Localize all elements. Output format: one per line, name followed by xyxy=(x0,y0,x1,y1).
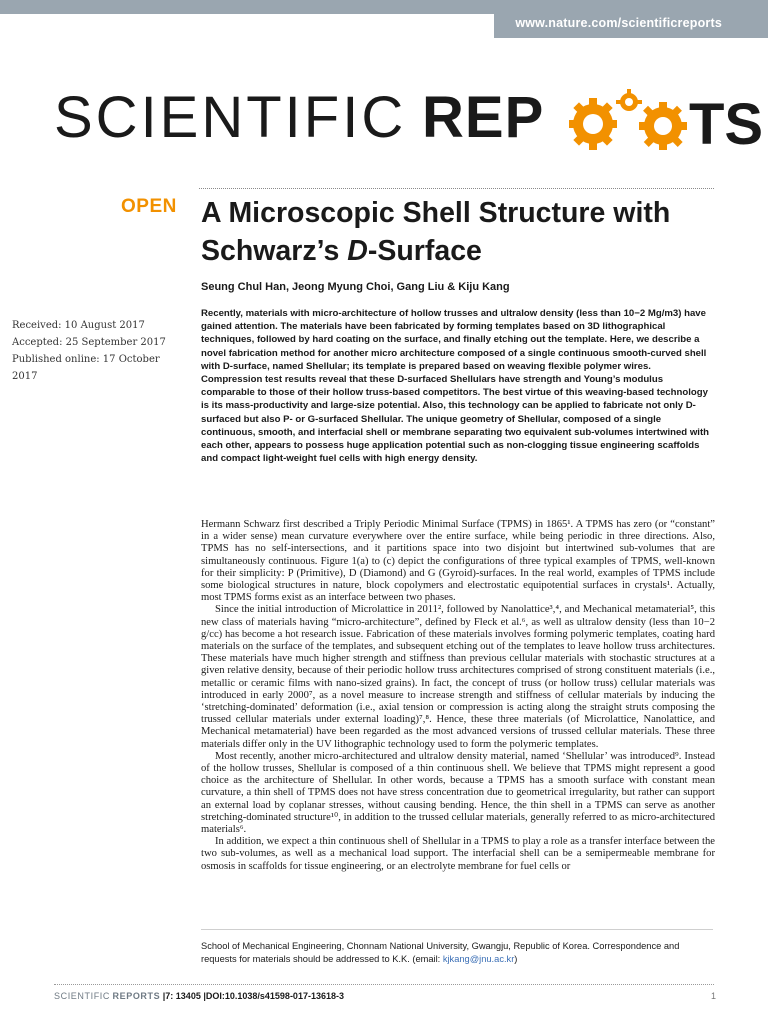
journal-url-link[interactable]: www.nature.com/scientificreports xyxy=(515,16,722,30)
footer-brand-scientific: SCIENTIFIC xyxy=(54,991,111,1001)
title-divider xyxy=(199,188,714,189)
masthead-scientific: SCIENTIFIC xyxy=(54,85,407,150)
page-number: 1 xyxy=(710,991,716,1001)
correspondence-email-link[interactable]: kjkang@jnu.ac.kr xyxy=(442,953,515,964)
title-line-1: A Microscopic Shell Structure with xyxy=(201,197,671,229)
page-footer xyxy=(54,991,716,1005)
title-line-2b: D xyxy=(347,235,368,267)
published-date: Published online: 17 October 2017 xyxy=(12,354,160,382)
body-paragraph-2: Since the initial introduction of Microlattice in 2011², followed by Nanolattice³,⁴, and Mechanical metamaterial⁵, this new class of materials having “micro-architecture”, defined by Fleck et al.⁶, as well as ultralow density (less than 10−2 g/cc) has become a hot research issue. Fabrication of these materials involves forming polymeric templates, coating hard materials on the surface of the templates, and subsequent etching out of the templates to leave hollow truss architectures. These materials have much higher strength and stiffness than previous cellular materials with stochastic structures at a given relative density, because of their periodic hollow truss architectures comprised of strong constituent materials (i.e., metallic or ceramic films with nano-sized grains). In fact, the concept of truss (or hollow truss) cellular materials was introduced in early 2000⁷, as a novel measure to increase strength and stiffness of cellular materials by inducing the ‘stretching-dominated’ deformation (i.e., axial tension or compression is acting along the straight struts composing the trussed cellular materials under external loading)⁷,⁸. Hence, these three materials (of Microlattice, Nanolattice, and Mechanical metamaterial) have been regarded as the most advanced versions of trussed cellular materials. These three materials differ only in the UV lithographic technology used to form the polymeric templates. xyxy=(201,604,715,750)
received-date: Received: 10 August 2017 xyxy=(12,320,145,331)
footer-volume: 7: 13405 xyxy=(165,991,201,1001)
masthead-rep: REP xyxy=(422,85,545,150)
journal-url-box xyxy=(494,12,768,38)
footnote-divider xyxy=(201,929,713,930)
footer-separator: | xyxy=(162,991,166,1001)
affiliation-note xyxy=(201,940,716,965)
author-list: Seung Chul Han, Jeong Myung Choi, Gang Liu & Kiju Kang xyxy=(201,281,510,293)
abstract: Recently, materials with micro-architecture of hollow trusses and ultralow density (less than 10−2 Mg/m3) have gained attention. The materials have been fabricated by forming templates based on 3D lithographical techniques, followed by hard coating on the surface, and finally etching out the template. Here, we describe a novel fabrication method for another micro architecture composed of a single continuous smooth-curved shell with D-surface, named Shellular; its template is prepared based on weaving flexible polymer wires. Compression test results reveal that these D-surfaced Shellulars have strength and Young’s modulus comparable to those of their hollow truss-based competitors. The best virtue of this weaving-based technology is its mass-productivity and large-size potential. Also, this technology can be applied to fabricate not only D-surfaced but also P- or G-surfaced Shellular. The unique geometry of Shellular, composed of a single continuous, smooth, and interfacial shell or membrane separating two equivalent sub-volumes intertwined with each other, appears to possess huge application potential such as non-clogging tissue engineering scaffolds and compact light-weight fuel cells with high energy density. xyxy=(201,308,710,465)
footer-separator-2: | xyxy=(203,991,206,1001)
body-paragraph-1: Hermann Schwarz first described a Triply Periodic Minimal Surface (TPMS) in 1865¹. A TPMS has zero (or “constant” in a wider sense) mean curvature everywhere over the entire surface, while being periodic in three directions. Also, TPMS has no self-intersections, and it partitions space into two disjoint but intertwined sub-volumes that are simultaneously continuous. Figure 1(a) to (c) depict the configurations of three typical examples of TPMS, well-known for their simplicity: P (Primitive), D (Diamond) and G (Gyroid)-surfaces. In the real world, examples of TPMS include some biological structures in nature, block copolymers and electrostatic equipotential surfaces in crystals¹. Actually, most TPMS forms exist as an interface between two phases. xyxy=(201,519,715,604)
body-paragraph-4: In addition, we expect a thin continuous shell of Shellular in a TPMS to play a role as a transfer interface between the two sub-volumes, as well as a mechanical load support. The interfacial shell can be a semipermeable membrane for osmosis in scaffolds for tissue engineering, or an electrolyte membrane for fuel cells or xyxy=(201,836,715,872)
body-paragraph-3: Most recently, another micro-architectured and ultralow density material, named ‘Shellular’ was introduced⁹. Instead of the hollow trusses, Shellular is composed of a thin continuous shell. We believe that TPMS might represent a good choice as the architecture of Shellular. In other words, because a TPMS has a smooth surface with constant mean curvature, a thin shell of TPMS does not have stress concentration due to geometrical irregularity, but rather can support an external load by coplanar stresses, without causing bending. Hence, the thin shell in a TPMS can serve as another stretching-dominated structure¹⁰, in addition to the trussed cellular materials, generally referred to as micro-architectured materials⁶. xyxy=(201,750,715,836)
article-body xyxy=(201,519,715,873)
footer-divider xyxy=(54,984,714,985)
title-line-2a: Schwarz’s xyxy=(201,235,348,267)
footer-doi[interactable]: DOI:10.1038/s41598-017-13618-3 xyxy=(205,991,344,1001)
journal-masthead xyxy=(54,82,764,157)
svg-text:TS: TS xyxy=(689,92,764,157)
article-dates xyxy=(12,317,182,385)
affiliation-close: ) xyxy=(514,953,518,964)
affiliation-text: School of Mechanical Engineering, Chonnam National University, Gwangju, Republic of Korea. Correspondence and requests for materials should be addressed to K.K. (email: xyxy=(201,941,680,964)
accepted-date: Accepted: 25 September 2017 xyxy=(12,337,166,348)
open-access-badge: OPEN xyxy=(121,196,177,217)
article-title xyxy=(201,194,721,270)
gears-logo-icon xyxy=(569,86,764,157)
footer-brand-reports: REPORTS xyxy=(112,991,161,1001)
title-line-2c: -Surface xyxy=(367,235,482,267)
